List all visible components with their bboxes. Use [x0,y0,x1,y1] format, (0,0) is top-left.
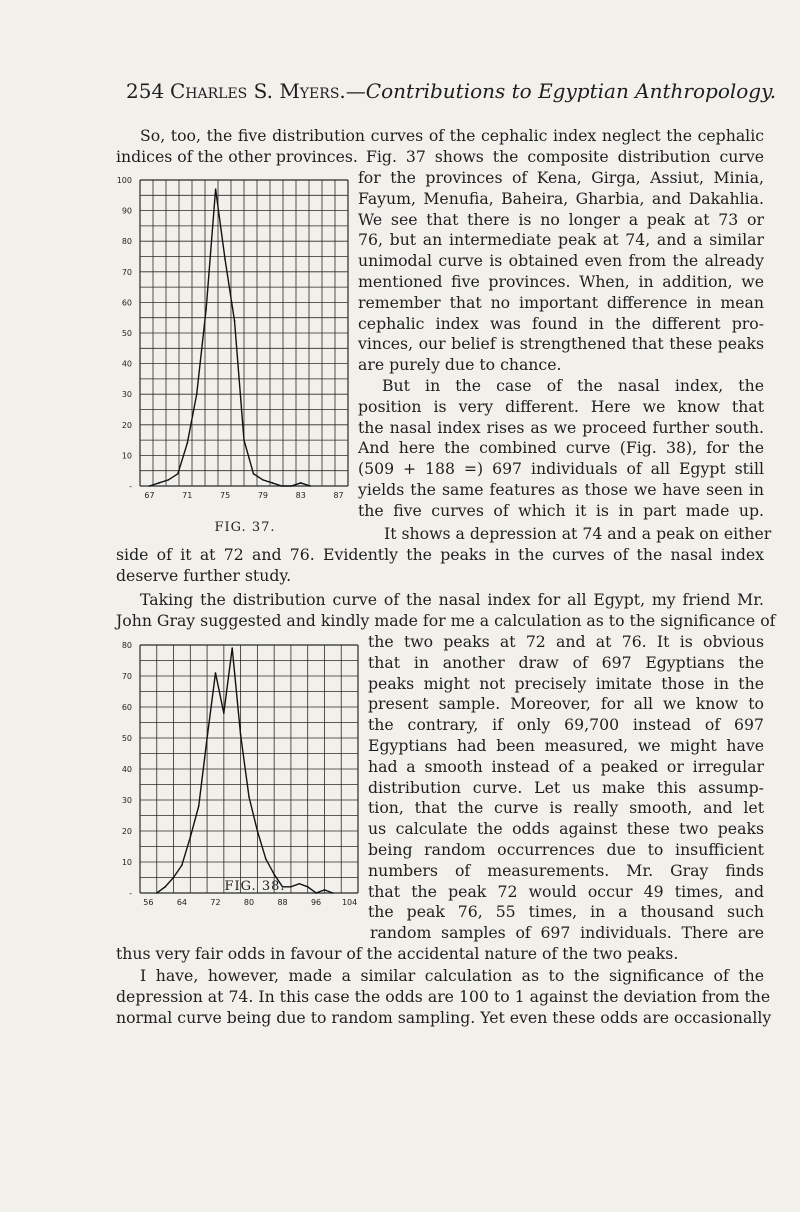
text-line: remember that no important difference in mean [358,292,764,312]
y-tick-label: 40 [121,359,132,369]
distribution-curve [150,189,311,486]
y-tick-label: 60 [121,298,132,308]
data-point [240,734,242,736]
text-line: had a smooth instead of a peaked or irregular [368,756,764,776]
data-point [309,485,311,487]
x-tick-label: 80 [243,898,255,907]
page-header: 254 Charles S. Myers.—Contributions to Egyptian Anthropology. [126,79,777,103]
running-head-author: Charles S. Myers. [170,79,346,103]
data-point [149,485,151,487]
text-line: mentioned five provinces. When, in addition, we [358,271,764,291]
data-point [265,858,267,860]
text-line: cephalic index was found in the different pro- [358,313,764,333]
y-tick-label: 50 [121,734,132,743]
y-tick-label: 90 [121,206,132,216]
data-point [231,647,233,649]
figure-37-chart [100,160,358,512]
y-tick-label: 70 [121,267,132,277]
text-line: thus very fair odds in favour of the accidental nature of the two peaks. [116,943,679,963]
text-line: So, too, the five distribution curves of the cephalic index neglect the cephalic [140,126,764,145]
data-point [206,737,208,739]
text-line: side of it at 72 and 76. Evidently the peaks in the curves of the nasal index [116,544,764,564]
text-line: 76, but an intermediate peak at 74, and a similar [358,230,764,250]
x-tick-label: 75 [219,491,231,500]
text-line: But in the case of the nasal index, the [382,376,764,395]
text-line: are purely due to chance. [358,355,562,375]
text-line: the peak 76, 55 times, in a thousand such [368,902,764,922]
paragraph-1-right-column [366,147,764,168]
data-point [224,259,226,261]
x-tick-label: 104 [341,898,358,907]
data-point [281,485,283,487]
text-line: depression at 74. In this case the odds are 100 to 1 against the deviation from the [116,986,771,1006]
y-tick-label: 40 [121,765,132,774]
text-line: being random occurrences due to insufficient [368,839,764,859]
data-point [215,672,217,674]
figure-38-caption: FIG. 38. [224,879,286,894]
text-line: random samples of 697 individuals. There are [370,923,764,942]
data-point [177,473,179,475]
data-point [272,482,274,484]
text-line: tion, that the curve is really smooth, and let [368,798,764,818]
text-line: It shows a depression at 74 and a peak on either [384,524,772,543]
text-line: Fayum, Menufia, Baheira, Gharbia, and Dakahlia. [358,188,764,208]
text-line: peaks might not precisely imitate those in the [368,673,764,693]
data-point [190,836,192,838]
data-point [262,479,264,481]
y-tick-label: 10 [121,858,132,867]
data-point [215,188,217,190]
text-line: And here the combined curve (Fig. 38), for the [358,438,764,458]
data-point [243,439,245,441]
x-tick-label: 64 [176,898,188,907]
data-point [173,877,175,879]
text-line: that the peak 72 would occur 49 times, and [368,881,764,901]
y-tick-label: 70 [121,672,132,681]
paragraph-2-right-column [358,376,764,522]
paragraph-1-opening [116,126,764,147]
data-point [257,830,259,832]
text-line: position is very different. Here we know that [358,396,764,416]
text-line: numbers of measurements. Mr. Gray finds [368,860,764,880]
y-tick-label: 80 [121,237,132,247]
y-tick-label: 10 [121,451,132,461]
data-point [253,473,255,475]
data-point [156,892,158,894]
y-tick-label: 20 [121,420,132,430]
text-line: Fig. 37 shows the composite distribution curve [366,147,764,166]
text-line: normal curve being due to random sampling. Yet even these odds are occasionally [116,1007,772,1027]
x-tick-label: 79 [257,491,269,500]
page-number: 254 [126,79,165,103]
text-line: indices of the other provinces. [116,147,358,166]
paragraph-4 [116,966,772,1028]
data-point [273,874,275,876]
y-tick-label: 100 [116,176,132,185]
text-line: deserve further study. [116,565,292,585]
data-point [186,442,188,444]
text-line: the contrary, if only 69,700 instead of 697 [368,715,764,735]
x-tick-label: 96 [310,898,322,907]
text-line: We see that there is no longer a peak at 73 or [358,209,764,229]
data-point [158,482,160,484]
text-line: the two peaks at 72 and at 76. It is obvious [368,632,764,651]
figure-37-caption: FIG. 37. [214,520,276,535]
running-head-title: Contributions to Egyptian Anthropology. [365,79,777,103]
data-point [196,393,198,395]
x-tick-label: 56 [143,898,154,907]
text-line: vinces, our belief is strengthened that these peaks [358,334,764,354]
x-tick-label: 88 [277,898,288,907]
y-tick-label: 80 [121,641,132,650]
data-point [248,796,250,798]
paragraph-1-right-column-body [358,168,764,376]
x-tick-label: 83 [295,491,306,500]
text-line: I have, however, made a similar calculation as to the significance of the [140,966,764,985]
text-line: (509 + 188 =) 697 individuals of all Egypt still [358,459,764,479]
text-line: John Gray suggested and kindly made for me a calculation as to the significance of [116,610,776,630]
data-point [332,892,334,894]
text-line: Egyptians had been measured, we might have [368,735,764,755]
y-tick-label: 30 [121,390,132,400]
data-point [205,308,207,310]
x-tick-label: 67 [144,491,155,500]
text-line: distribution curve. Let us make this assump- [368,777,764,797]
data-point [181,864,183,866]
text-line: for the provinces of Kena, Girga, Assiut, Minia, [358,168,764,187]
text-line: present sample. Moreover, for all we know to [368,694,764,714]
x-tick-label: 87 [333,491,344,500]
y-tick-label: - [129,482,132,491]
text-line: the nasal index rises as we proceed further south. [358,417,764,437]
paragraph-3-right-column [368,632,764,923]
data-point [168,479,170,481]
data-point [300,482,302,484]
data-point [290,485,292,487]
data-point [234,320,236,322]
data-point [164,886,166,888]
y-tick-label: 50 [121,329,132,338]
x-tick-label: 72 [210,898,221,907]
y-tick-label: 20 [121,827,132,836]
text-line: us calculate the odds against these two peaks [368,819,764,839]
y-tick-label: 60 [121,703,132,712]
y-tick-label: - [129,889,132,898]
text-line: that in another draw of 697 Egyptians the [368,652,764,672]
data-point [223,712,225,714]
data-point [198,805,200,807]
text-line: unimodal curve is obtained even from the already [358,251,764,271]
text-line: the five curves of which it is in part made up. [358,500,764,520]
distribution-curve [157,648,333,893]
text-line: yields the same features as those we have seen in [358,479,764,499]
y-tick-label: 30 [121,796,132,805]
text-line: Taking the distribution curve of the nasal index for all Egypt, my friend Mr. [140,590,764,609]
x-tick-label: 71 [182,491,193,500]
